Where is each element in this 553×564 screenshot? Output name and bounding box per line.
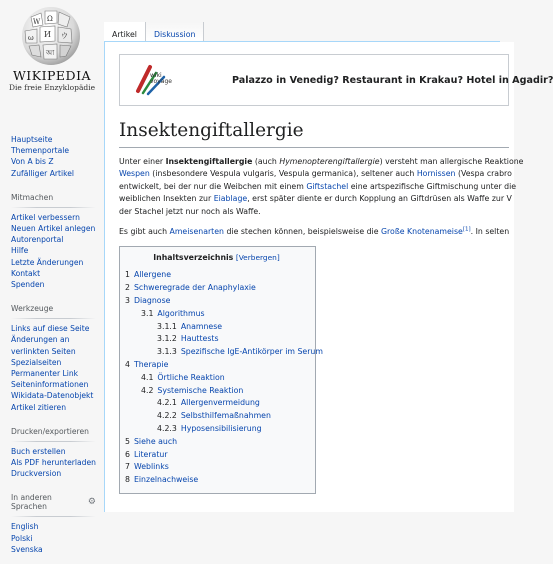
text-span: (auch (252, 157, 280, 166)
text-span: ) versteht man allergische Reaktione (379, 157, 524, 166)
text-span: . In selten (470, 227, 510, 237)
toc-item[interactable] (125, 308, 308, 321)
table-of-contents (119, 246, 323, 494)
toc-item-link[interactable]: Diagnose (133, 296, 171, 306)
wikipedia-wordmark: WIKIPEDIA (12, 68, 92, 83)
reference-link[interactable]: [1] (462, 226, 471, 233)
toc-item-link[interactable]: Weblinks (133, 462, 169, 472)
sidebar-link-artikel-zitieren[interactable]: Artikel zitieren (11, 402, 67, 412)
toc-item-number: 4.2.3 (157, 424, 177, 433)
toc-item-number: 2 (125, 283, 130, 293)
toc-item-number: 3.1.1 (157, 321, 177, 331)
link-wespen[interactable]: Wespen (119, 169, 150, 179)
toc-item[interactable] (125, 372, 308, 385)
toc-item[interactable] (125, 321, 308, 334)
toc-item-number: 4.2.1 (157, 398, 177, 408)
sidebar (0, 134, 104, 564)
link-hornissen[interactable]: Hornissen (416, 169, 456, 179)
sidebar-link-zufaelliger-artikel[interactable]: Zufälliger Artikel (11, 168, 75, 178)
sidebar-link-a-bis-z[interactable]: Von A bis Z (11, 157, 54, 167)
toc-item-number: 4 (125, 360, 130, 370)
divider (11, 441, 96, 442)
toc-item-link[interactable]: Systemische Reaktion (157, 385, 244, 395)
toc-item-link[interactable]: Siehe auch (133, 436, 178, 446)
wikipedia-tagline: Die freie Enzyklopädie (8, 83, 96, 92)
sidebar-section-sprachen (0, 493, 104, 555)
sidebar-link-spezialseiten[interactable]: Spezialseiten (11, 357, 62, 367)
sidebar-link-links-auf-diese-seite[interactable]: Links auf diese Seite (11, 324, 90, 334)
toc-item-number: 8 (125, 475, 130, 485)
toc-item-link[interactable]: Anamnese (180, 321, 223, 331)
toc-item[interactable] (125, 269, 308, 282)
bold-term: Insektengiftallergie (165, 157, 253, 166)
toc-item[interactable] (125, 436, 308, 449)
sidebar-heading-mitmachen: Mitmachen (11, 192, 54, 202)
intro-line-2 (119, 168, 512, 180)
sidebar-navigation (0, 134, 104, 179)
toc-item[interactable] (125, 346, 323, 359)
toc-item-link[interactable]: Hauttests (180, 334, 219, 344)
intro-line-5: der Stachel jetzt nur noch als Waffe. (119, 206, 261, 216)
toc-item[interactable] (125, 295, 308, 308)
main-content (104, 42, 553, 512)
toc-item-number: 3.1 (141, 308, 154, 318)
wikivoyage-wordmark-line1: wiki (150, 72, 162, 79)
toc-item-number: 3.1.2 (157, 334, 177, 344)
banner-text: Palazzo in Venedig? Restaurant in Krakau? Hotel in Agadir? (232, 75, 553, 86)
link-grosse-knotenameise[interactable]: Große Knotenameise (380, 227, 463, 237)
toc-item[interactable] (125, 333, 308, 346)
sidebar-link-seiteninformationen[interactable]: Seiteninformationen (11, 380, 89, 390)
toc-item[interactable] (125, 397, 308, 410)
toc-item[interactable] (125, 359, 308, 372)
link-giftstachel[interactable]: Giftstachel (306, 181, 349, 191)
toc-item[interactable] (125, 474, 308, 487)
toc-item[interactable] (125, 410, 308, 423)
toc-item-number: 4.2.2 (157, 411, 177, 421)
link-eiablage[interactable]: Eiablage (213, 194, 248, 204)
sidebar-section-werkzeuge (0, 304, 104, 413)
sidebar-heading-drucken: Drucken/exportieren (11, 426, 89, 436)
toc-item-link[interactable]: Schweregrade der Anaphylaxie (133, 283, 256, 293)
link-ameisenarten[interactable]: Ameisenarten (169, 227, 224, 237)
text-span: Unter einer (119, 157, 166, 166)
toc-item[interactable] (125, 461, 308, 474)
sidebar-link-hauptseite[interactable]: Hauptseite (11, 135, 53, 144)
intro-paragraph (119, 156, 524, 218)
sidebar-heading-sprachen-label: In anderen Sprachen (11, 493, 52, 512)
intro-line-1 (119, 156, 524, 168)
sidebar-link-aenderungen-an[interactable]: Änderungen an (11, 335, 70, 345)
sidebar-link-letzte-aenderungen[interactable]: Letzte Änderungen (11, 257, 84, 267)
svg-text:И: И (44, 30, 51, 39)
text-span: , erst später diente er durch Kopplung an Giftdrüsen als Waffe zur V (247, 194, 512, 204)
toc-item-link[interactable]: Allergenvermeidung (180, 398, 260, 408)
sidebar-heading-werkzeuge: Werkzeuge (11, 304, 54, 314)
toc-item-number: 3.1.3 (157, 347, 177, 357)
tab-diskussion[interactable]: Diskussion (146, 22, 204, 42)
text-span: Es gibt auch (119, 227, 170, 237)
toc-item-number: 6 (125, 449, 130, 459)
sidebar-link-verlinkten-seiten[interactable]: verlinkten Seiten (11, 346, 76, 356)
wikivoyage-wordmark (150, 73, 172, 85)
svg-text:ω: ω (28, 34, 34, 42)
tab-artikel[interactable]: Artikel (104, 22, 146, 42)
toc-item[interactable] (125, 282, 308, 295)
sidebar-link-neuen-artikel[interactable]: Neuen Artikel anlegen (11, 224, 96, 234)
sidebar-link-lang-svenska[interactable]: Svenska (11, 544, 43, 554)
sidebar-link-kontakt[interactable]: Kontakt (11, 268, 41, 278)
toc-item-link[interactable]: Therapie (133, 360, 169, 370)
sidebar-section-mitmachen (0, 193, 104, 290)
toc-item[interactable] (125, 449, 308, 462)
toc-item-number: 5 (125, 436, 130, 446)
toc-title: Inhaltsverzeichnis (153, 253, 234, 263)
svg-text:Ω: Ω (47, 15, 53, 23)
toc-item-link[interactable]: Allergene (133, 270, 171, 280)
sidebar-section-drucken (0, 427, 104, 480)
toc-item[interactable] (125, 423, 308, 436)
toc-item-link[interactable]: Selbsthilfemaßnahmen (180, 411, 271, 421)
toc-item-number: 7 (125, 462, 130, 472)
wikivoyage-logo (134, 63, 174, 97)
sidebar-link-autorenportal[interactable]: Autorenportal (11, 235, 64, 245)
text-span: weiblichen Insekten zur (119, 194, 214, 204)
svg-text:আ: আ (46, 49, 55, 57)
toc-item-number: 3 (125, 296, 130, 306)
toc-list (125, 269, 323, 487)
sidebar-link-druckversion[interactable]: Druckversion (11, 469, 62, 479)
svg-text:ウ: ウ (61, 32, 68, 40)
sidebar-link-buch-erstellen[interactable]: Buch erstellen (11, 446, 66, 456)
toc-header (125, 253, 308, 262)
divider (11, 207, 96, 208)
text-span: eine artspezifische Giftmischung unter die (348, 181, 517, 191)
toc-item-number: 4.2 (141, 385, 154, 395)
divider (11, 516, 96, 517)
toc-toggle-button[interactable]: [Verbergen] (235, 253, 280, 263)
intro-line-4 (119, 193, 512, 205)
sidebar-link-pdf-herunterladen[interactable]: Als PDF herunterladen (11, 458, 96, 468)
svg-text:W: W (33, 18, 41, 26)
second-paragraph (119, 226, 509, 238)
page-tabs (104, 22, 204, 42)
wikivoyage-banner[interactable] (119, 54, 553, 106)
toc-item-link[interactable]: Örtliche Reaktion (157, 372, 225, 382)
text-span: entwickelt, bei der nur die Weibchen mit einem (119, 181, 307, 191)
toc-item-link[interactable]: Einzelnachweise (133, 475, 199, 485)
text-span: die stechen können, beispielsweise die (223, 227, 381, 237)
sidebar-link-permanenter-link[interactable]: Permanenter Link (11, 369, 79, 379)
toc-item-link[interactable]: Hyposensibilisierung (180, 424, 262, 433)
page-title: Insektengiftallergie (119, 119, 509, 148)
toc-item-link[interactable]: Algorithmus (157, 308, 205, 318)
toc-item-link[interactable]: Literatur (133, 449, 168, 459)
wikipedia-logo[interactable] (0, 0, 104, 100)
sidebar-link-lang-english[interactable]: English (11, 522, 39, 532)
toc-item[interactable] (125, 385, 308, 398)
wikivoyage-wordmark-line2: voyage (150, 78, 172, 85)
intro-line-3 (119, 181, 517, 193)
sidebar-heading-sprachen (11, 493, 104, 511)
sidebar-link-wikidata[interactable]: Wikidata-Datenobjekt (11, 391, 94, 401)
text-span: (Vespa crabro (455, 169, 512, 179)
sidebar-link-themenportale[interactable]: Themenportale (11, 146, 70, 156)
sidebar-link-lang-polski[interactable]: Polski (11, 533, 33, 543)
toc-item-number: 4.1 (141, 372, 154, 382)
text-span: (insbesondere Vespula vulgaris, Vespula germanica), seltener auch (149, 169, 417, 179)
sidebar-link-artikel-verbessern[interactable]: Artikel verbessern (11, 212, 80, 222)
sidebar-link-hilfe[interactable]: Hilfe (11, 246, 29, 256)
italic-term: Hymenopterengiftallergie (279, 157, 380, 166)
toc-item-link[interactable]: Spezifische IgE-Antikörper im Serum (180, 347, 323, 357)
gear-icon[interactable]: ⚙ (87, 497, 96, 508)
sidebar-link-spenden[interactable]: Spenden (11, 280, 45, 290)
toc-item-number: 1 (125, 270, 130, 280)
wikipedia-globe-icon (17, 5, 85, 67)
divider (11, 318, 96, 319)
